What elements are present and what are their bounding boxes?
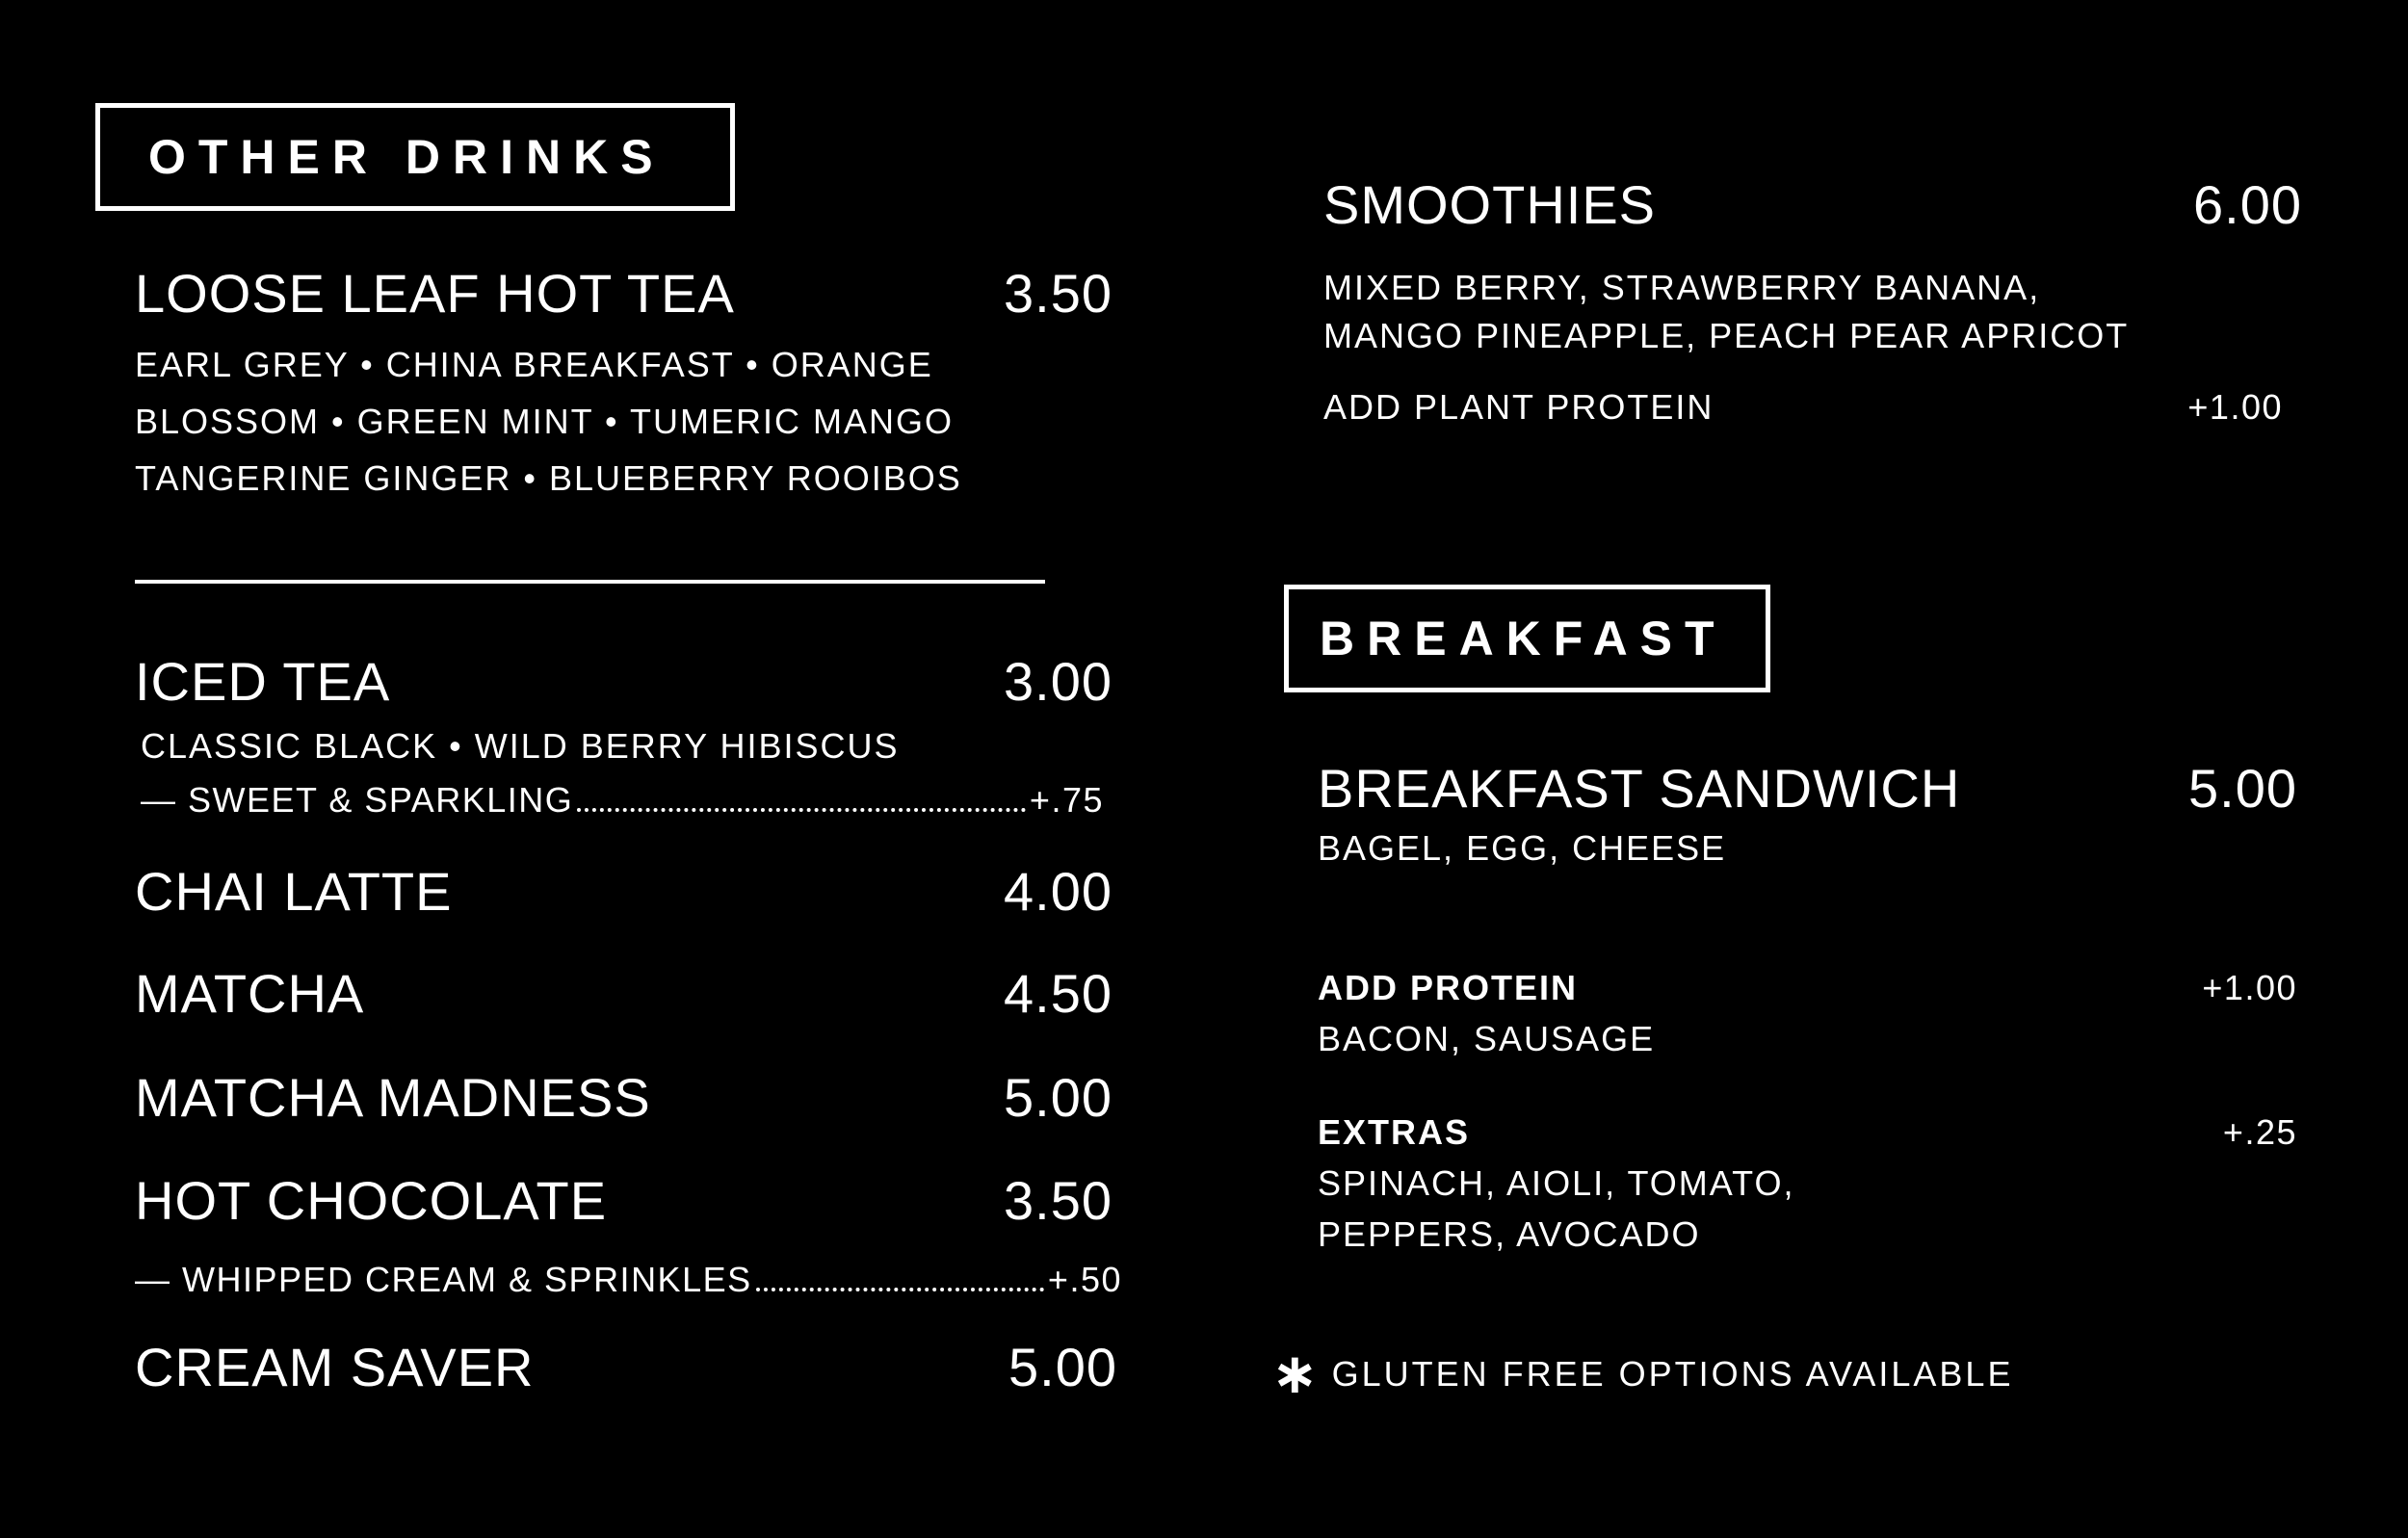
other-drinks-heading — [95, 103, 735, 211]
matcha-madness-price: 5.00 — [1004, 1067, 1112, 1128]
hot-chocolate-addon-row — [135, 1260, 1122, 1300]
hot-chocolate-addon-price: +.50 — [1047, 1260, 1122, 1299]
plant-protein-price: +1.00 — [2187, 387, 2283, 427]
loose-leaf-name: LOOSE LEAF HOT TEA — [135, 263, 735, 324]
iced-tea-addon-price: +.75 — [1029, 780, 1104, 820]
iced-tea-price: 3.00 — [1004, 651, 1112, 712]
hot-chocolate-addon-label: — WHIPPED CREAM & SPRINKLES — [135, 1260, 752, 1299]
extras-label: EXTRAS — [1318, 1112, 1471, 1152]
matcha-madness-name: MATCHA MADNESS — [135, 1067, 651, 1128]
cream-saver-price: 5.00 — [1008, 1337, 1117, 1397]
iced-tea-name: ICED TEA — [135, 651, 391, 712]
loose-leaf-desc-1: EARL GREY • CHINA BREAKFAST • ORANGE — [135, 345, 933, 384]
smoothies-name: SMOOTHIES — [1323, 174, 1657, 235]
asterisk-icon: ∗ — [1271, 1342, 1319, 1405]
chai-latte-price: 4.00 — [1004, 861, 1112, 922]
extras-price: +.25 — [2222, 1112, 2297, 1152]
breakfast-sandwich-desc: BAGEL, EGG, CHEESE — [1318, 828, 1727, 868]
hot-chocolate-price: 3.50 — [1004, 1170, 1112, 1231]
iced-tea-addon-label: — SWEET & SPARKLING — [141, 780, 574, 820]
iced-tea-desc: CLASSIC BLACK • WILD BERRY HIBISCUS — [141, 726, 900, 766]
iced-tea-addon-row — [141, 780, 1104, 821]
plant-protein-label: ADD PLANT PROTEIN — [1323, 387, 1714, 427]
breakfast-sandwich-price: 5.00 — [2188, 758, 2297, 819]
extras-desc-2: PEPPERS, AVOCADO — [1318, 1214, 1701, 1254]
matcha-name: MATCHA — [135, 963, 365, 1024]
smoothies-price: 6.00 — [2193, 174, 2302, 235]
hot-chocolate-name: HOT CHOCOLATE — [135, 1170, 608, 1231]
section-divider — [135, 580, 1045, 584]
breakfast-heading — [1284, 585, 1770, 692]
other-drinks-heading-text: OTHER DRINKS — [148, 130, 666, 184]
smoothies-desc-1: MIXED BERRY, STRAWBERRY BANANA, — [1323, 268, 2041, 307]
dotted-leader — [756, 1288, 1044, 1291]
extras-desc-1: SPINACH, AIOLI, TOMATO, — [1318, 1163, 1795, 1203]
loose-leaf-desc-3: TANGERINE GINGER • BLUEBERRY ROOIBOS — [135, 458, 962, 498]
gluten-free-note — [1271, 1342, 2014, 1405]
chai-latte-name: CHAI LATTE — [135, 861, 453, 922]
cream-saver-name: CREAM SAVER — [135, 1337, 535, 1397]
add-protein-label: ADD PROTEIN — [1318, 968, 1579, 1007]
loose-leaf-price: 3.50 — [1004, 263, 1112, 324]
gluten-free-text: GLUTEN FREE OPTIONS AVAILABLE — [1331, 1354, 2014, 1394]
breakfast-heading-text: BREAKFAST — [1320, 612, 1727, 665]
add-protein-desc: BACON, SAUSAGE — [1318, 1019, 1656, 1058]
dotted-leader — [577, 808, 1026, 812]
breakfast-sandwich-name: BREAKFAST SANDWICH — [1318, 758, 1961, 819]
matcha-price: 4.50 — [1004, 963, 1112, 1024]
smoothies-desc-2: MANGO PINEAPPLE, PEACH PEAR APRICOT — [1323, 316, 2130, 355]
loose-leaf-desc-2: BLOSSOM • GREEN MINT • TUMERIC MANGO — [135, 402, 954, 441]
add-protein-price: +1.00 — [2202, 968, 2297, 1007]
